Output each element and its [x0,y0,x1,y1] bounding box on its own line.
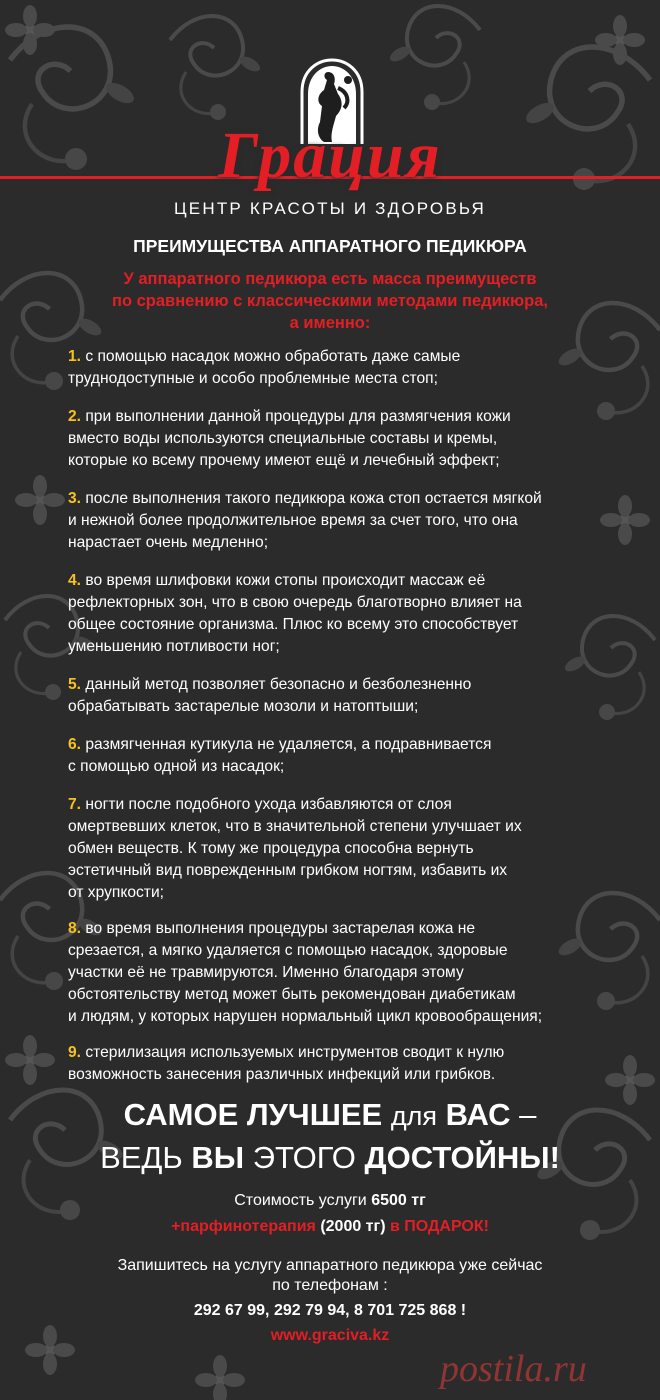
gift-paren: ) [380,1218,386,1235]
item-line: рефлекторных зон, что в свою очередь благотворно влияет на [68,594,522,611]
signup-text [40,1256,620,1296]
list-item [68,794,628,904]
gift-paren: ( [320,1218,326,1235]
gift-suffix: в ПОДАРОК! [389,1218,489,1235]
intro-line: по сравнению с классическими методами педикюра, [112,292,548,310]
item-number: 9. [68,1044,82,1061]
logo-tagline: ЦЕНТР КРАСОТЫ И ЗДОРОВЬЯ [174,199,486,218]
slogan [0,1094,660,1179]
item-line: размягченная кутикула не удаляется, а подравнивается [85,736,492,753]
list-item [68,734,628,778]
item-number: 1. [68,348,82,365]
slogan-text: ЭТОГО [252,1140,356,1175]
item-line: возможность занесения различных инфекций или грибков. [68,1066,496,1083]
list-item [68,570,628,658]
list-item [68,488,628,554]
item-line: с помощью одной из насадок; [68,758,285,775]
gift-value: 2000 тг [325,1218,381,1235]
item-line: эстетичный вид поврежденным грибком ногтям, избавить их [68,862,508,879]
item-number: 6. [68,736,82,753]
item-line: омертвевших клеток, что в значительной степени улучшает их [68,818,522,835]
item-number: 8. [68,920,82,937]
slogan-bold: ВАС [445,1097,511,1132]
slogan-bold: ВЫ [191,1140,245,1175]
slogan-bold: ДОСТОЙНЫ! [364,1140,560,1175]
logo-name: Грация [218,119,442,192]
item-line: от хрупкости; [68,884,164,901]
item-line: после выполнения такого педикюра кожа стоп остается мягкой [85,490,542,507]
list-item [68,1042,628,1086]
price-label: Стоимость услуги [234,1192,367,1209]
item-line: которые ко всему прочему имеют ещё и лечебный эффект; [68,452,500,469]
list-item [68,674,628,718]
item-line: ногти после подобного ухода избавляются от слоя [85,796,452,813]
signup-line: Запишитесь на услугу аппаратного педикюра уже сейчас [117,1257,543,1274]
item-number: 5. [68,676,82,693]
item-line: труднодоступные и особо проблемные места стоп; [68,370,438,387]
intro-line: У аппаратного педикюра есть масса преимуществ [123,270,537,288]
list-item [68,918,628,1028]
item-number: 2. [68,408,82,425]
intro-line: а именно: [289,314,371,332]
slogan-text: ВЕДЬ [100,1140,183,1175]
item-line: при выполнении данной процедуры для размягчения кожи [85,408,511,425]
gift-label: +парфинотерапия [171,1218,316,1235]
item-number: 4. [68,572,82,589]
item-line: участки её не травмируются. Именно благодаря этому [68,964,464,981]
item-line: обстоятельству метод может быть рекомендован диабетикам [68,986,516,1003]
page-title: ПРЕИМУЩЕСТВА АППАРАТНОГО ПЕДИКЮРА [133,236,527,256]
item-line: данный метод позволяет безопасно и безболезненно [85,676,472,693]
slogan-dash: – [519,1097,537,1132]
slogan-bold: САМОЕ ЛУЧШЕЕ [123,1097,383,1132]
item-line: во время шлифовки кожи стопы происходит массаж её [85,572,486,589]
item-number: 7. [68,796,82,813]
list-item [68,406,628,472]
item-line: с помощью насадок можно обработать даже самые [85,348,461,365]
item-line: нарастает очень медленно; [68,534,269,551]
item-line: общее состояние организма. Плюс ко всему это способствует [68,616,519,633]
signup-line: по телефонам : [272,1277,388,1294]
list-item [68,346,628,390]
phone-numbers[interactable]: 292 67 99, 292 79 94, 8 701 725 868 ! [193,1302,467,1319]
item-line: обрабатывать застарелые мозоли и натоптыши; [68,698,419,715]
intro-text [40,268,620,334]
item-number: 3. [68,490,82,507]
item-line: и людям, у которых нарушен нормальный цикл кровообращения; [68,1008,543,1025]
item-line: и нежной более продолжительное время за счет того, что она [68,512,518,529]
price-value: 6500 тг [371,1192,426,1209]
service-price [0,1192,660,1210]
item-line: стерилизация используемых инструментов сводит к нулю [85,1044,505,1061]
gift-offer [0,1218,660,1236]
item-line: срезается, а мягко удаляется с помощью насадок, здоровые [68,942,508,959]
slogan-thin: для [390,1101,437,1131]
watermark-postila: postila.ru [440,1348,587,1390]
item-line: уменьшению потливости ног; [68,638,280,655]
website-link[interactable]: www.graciva.kz [270,1327,390,1344]
item-line: обмен веществ. К тому же процедура способна вернуть [68,840,474,857]
item-line: вместо воды используются специальные составы и кремы, [68,430,498,447]
item-line: во время выполнения процедуры застарелая кожа не [85,920,476,937]
